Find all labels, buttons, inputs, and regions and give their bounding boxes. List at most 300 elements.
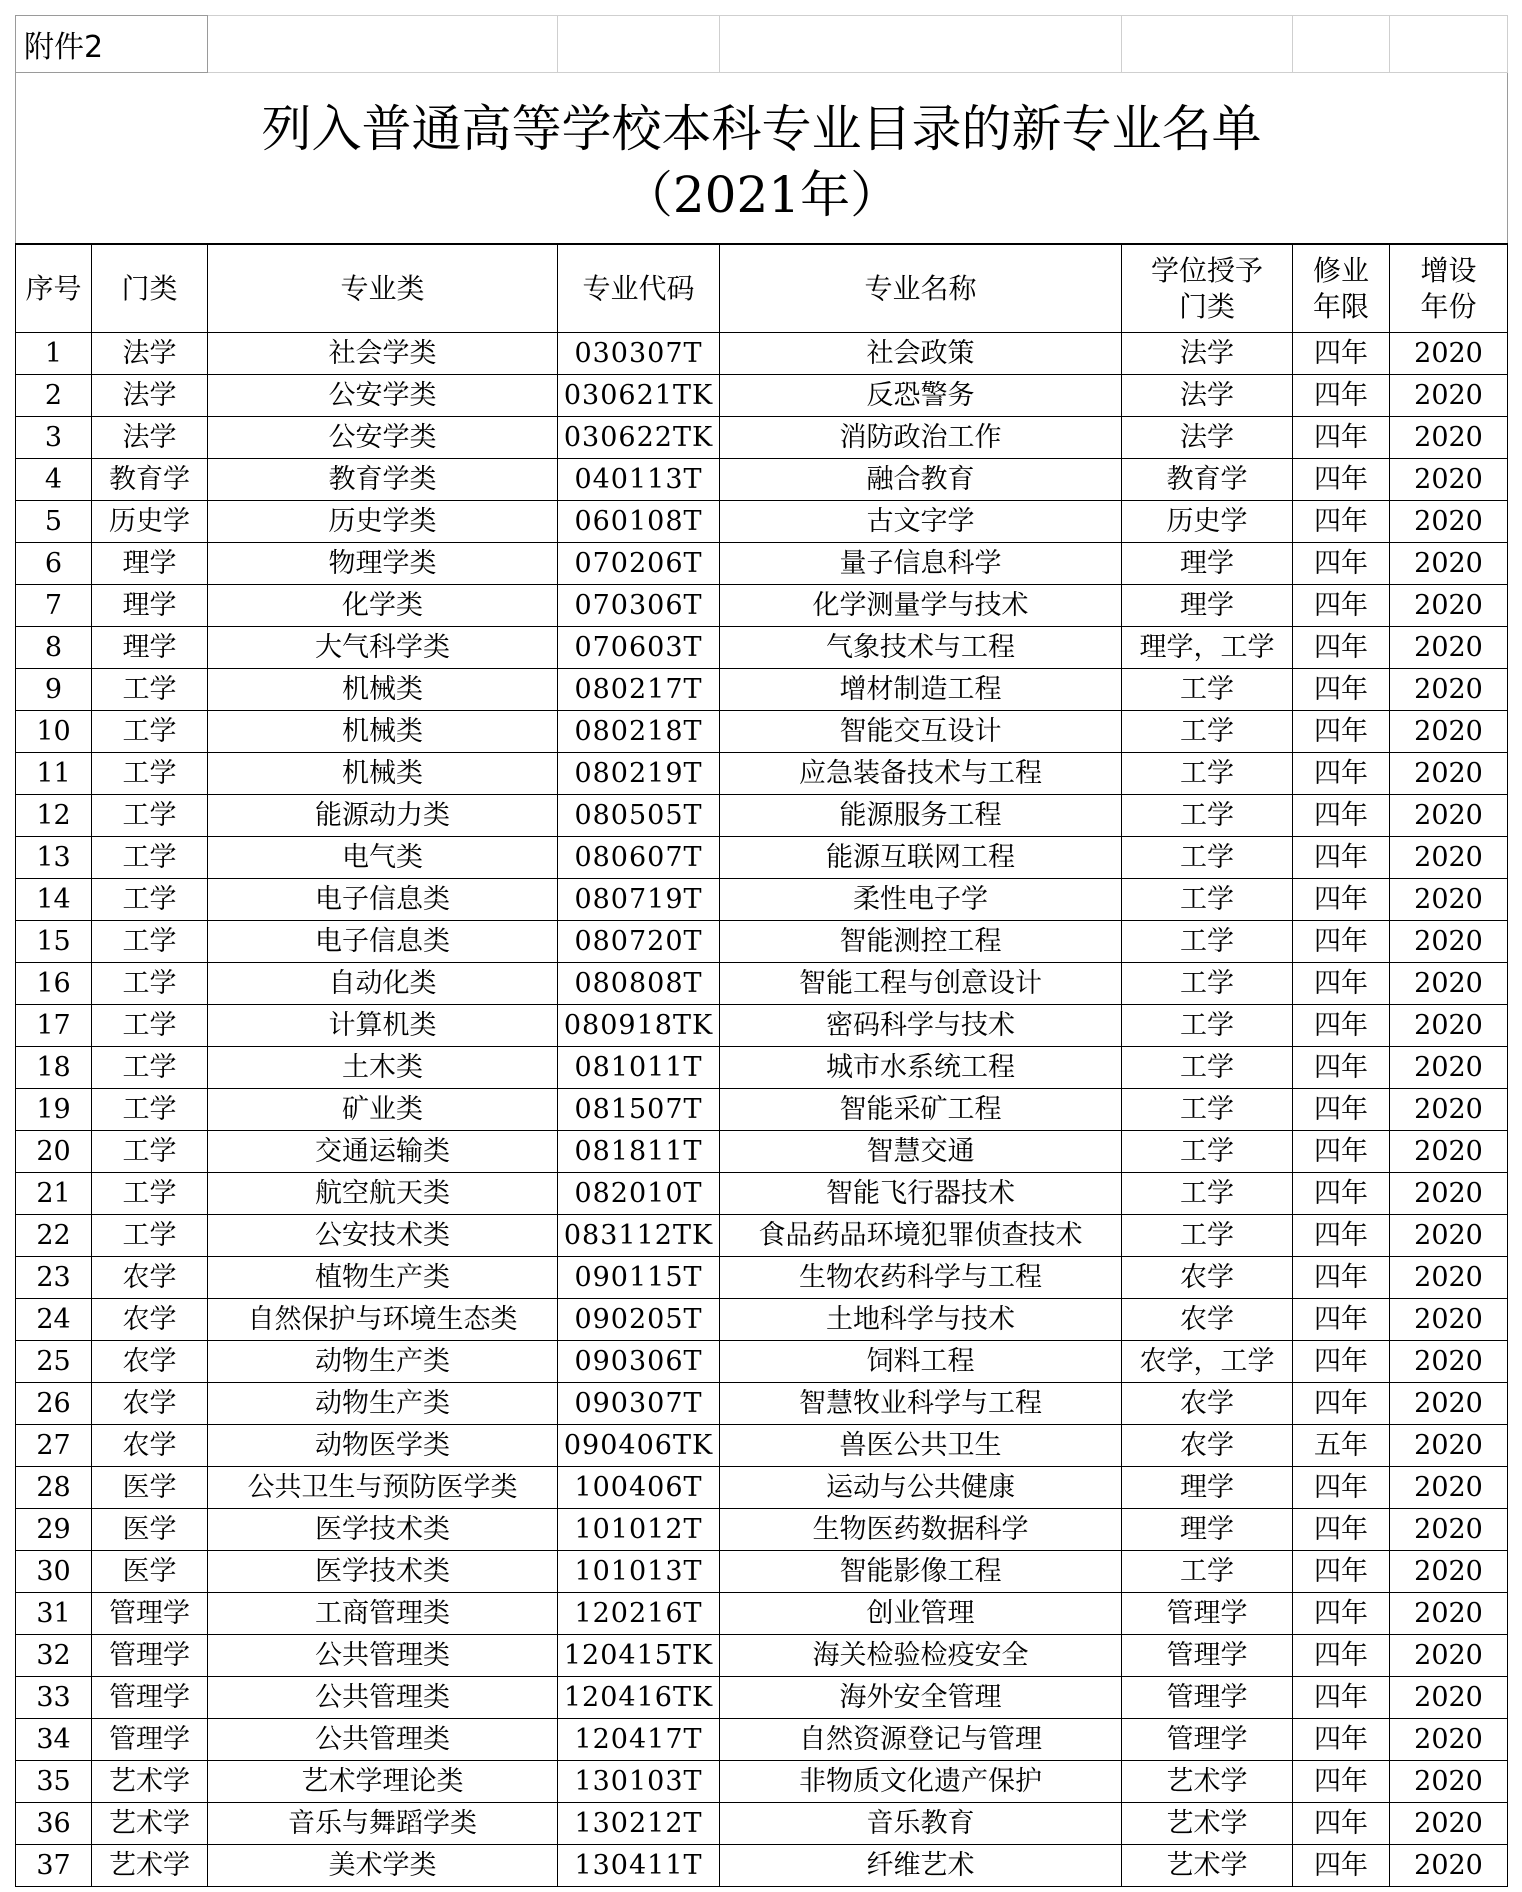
cell-category[interactable]: 法学	[92, 417, 208, 459]
cell-category[interactable]: 艺术学	[92, 1761, 208, 1803]
cell-seq[interactable]: 30	[16, 1551, 92, 1593]
cell-added[interactable]: 2020	[1390, 1677, 1508, 1719]
cell-code[interactable]: 081811T	[558, 1131, 720, 1173]
cell-major-class[interactable]: 机械类	[208, 753, 558, 795]
cell-years[interactable]: 四年	[1293, 543, 1390, 585]
cell-degree[interactable]: 理学	[1122, 1467, 1293, 1509]
cell-name[interactable]: 智慧牧业科学与工程	[720, 1383, 1122, 1425]
cell-category[interactable]: 工学	[92, 1089, 208, 1131]
cell-added[interactable]: 2020	[1390, 1593, 1508, 1635]
cell-major-class[interactable]: 美术学类	[208, 1845, 558, 1887]
header-category[interactable]: 门类	[92, 244, 208, 333]
cell-years[interactable]: 四年	[1293, 459, 1390, 501]
cell-major-class[interactable]: 植物生产类	[208, 1257, 558, 1299]
cell-code[interactable]: 080808T	[558, 963, 720, 1005]
cell-degree[interactable]: 农学	[1122, 1425, 1293, 1467]
cell-name[interactable]: 融合教育	[720, 459, 1122, 501]
cell-name[interactable]: 智慧交通	[720, 1131, 1122, 1173]
cell-degree[interactable]: 管理学	[1122, 1593, 1293, 1635]
cell-added[interactable]: 2020	[1390, 879, 1508, 921]
cell-degree[interactable]: 农学	[1122, 1257, 1293, 1299]
cell-degree[interactable]: 法学	[1122, 333, 1293, 375]
cell-degree[interactable]: 工学	[1122, 1005, 1293, 1047]
cell-major-class[interactable]: 历史学类	[208, 501, 558, 543]
cell-years[interactable]: 四年	[1293, 921, 1390, 963]
cell-years[interactable]: 五年	[1293, 1425, 1390, 1467]
cell-name[interactable]: 智能工程与创意设计	[720, 963, 1122, 1005]
cell-seq[interactable]: 12	[16, 795, 92, 837]
cell-years[interactable]: 四年	[1293, 1677, 1390, 1719]
cell-degree[interactable]: 理学，工学	[1122, 627, 1293, 669]
cell-name[interactable]: 自然资源登记与管理	[720, 1719, 1122, 1761]
cell-major-class[interactable]: 自动化类	[208, 963, 558, 1005]
cell-added[interactable]: 2020	[1390, 1047, 1508, 1089]
cell-seq[interactable]: 28	[16, 1467, 92, 1509]
cell-name[interactable]: 非物质文化遗产保护	[720, 1761, 1122, 1803]
cell-seq[interactable]: 37	[16, 1845, 92, 1887]
cell-code[interactable]: 070603T	[558, 627, 720, 669]
cell-category[interactable]: 理学	[92, 585, 208, 627]
cell-code[interactable]: 060108T	[558, 501, 720, 543]
cell-name[interactable]: 增材制造工程	[720, 669, 1122, 711]
cell-seq[interactable]: 4	[16, 459, 92, 501]
cell-name[interactable]: 气象技术与工程	[720, 627, 1122, 669]
cell-category[interactable]: 医学	[92, 1467, 208, 1509]
empty-cell[interactable]	[1122, 16, 1293, 73]
cell-degree[interactable]: 管理学	[1122, 1719, 1293, 1761]
cell-degree[interactable]: 管理学	[1122, 1635, 1293, 1677]
cell-category[interactable]: 农学	[92, 1341, 208, 1383]
cell-major-class[interactable]: 化学类	[208, 585, 558, 627]
cell-seq[interactable]: 6	[16, 543, 92, 585]
cell-added[interactable]: 2020	[1390, 459, 1508, 501]
cell-major-class[interactable]: 教育学类	[208, 459, 558, 501]
cell-years[interactable]: 四年	[1293, 1593, 1390, 1635]
cell-years[interactable]: 四年	[1293, 375, 1390, 417]
cell-added[interactable]: 2020	[1390, 1299, 1508, 1341]
cell-added[interactable]: 2020	[1390, 1215, 1508, 1257]
cell-seq[interactable]: 31	[16, 1593, 92, 1635]
cell-years[interactable]: 四年	[1293, 1383, 1390, 1425]
cell-name[interactable]: 密码科学与技术	[720, 1005, 1122, 1047]
cell-added[interactable]: 2020	[1390, 1383, 1508, 1425]
cell-major-class[interactable]: 交通运输类	[208, 1131, 558, 1173]
cell-code[interactable]: 090406TK	[558, 1425, 720, 1467]
cell-code[interactable]: 030307T	[558, 333, 720, 375]
cell-degree[interactable]: 农学，工学	[1122, 1341, 1293, 1383]
cell-name[interactable]: 应急装备技术与工程	[720, 753, 1122, 795]
empty-cell[interactable]	[720, 16, 1122, 73]
cell-seq[interactable]: 1	[16, 333, 92, 375]
cell-added[interactable]: 2020	[1390, 1635, 1508, 1677]
cell-code[interactable]: 082010T	[558, 1173, 720, 1215]
cell-seq[interactable]: 11	[16, 753, 92, 795]
cell-seq[interactable]: 17	[16, 1005, 92, 1047]
cell-seq[interactable]: 35	[16, 1761, 92, 1803]
cell-name[interactable]: 城市水系统工程	[720, 1047, 1122, 1089]
cell-seq[interactable]: 13	[16, 837, 92, 879]
cell-added[interactable]: 2020	[1390, 711, 1508, 753]
cell-seq[interactable]: 26	[16, 1383, 92, 1425]
header-degree[interactable]	[1122, 244, 1293, 333]
cell-years[interactable]: 四年	[1293, 1005, 1390, 1047]
cell-added[interactable]: 2020	[1390, 753, 1508, 795]
cell-seq[interactable]: 23	[16, 1257, 92, 1299]
cell-name[interactable]: 海关检验检疫安全	[720, 1635, 1122, 1677]
cell-degree[interactable]: 工学	[1122, 879, 1293, 921]
cell-years[interactable]: 四年	[1293, 1257, 1390, 1299]
cell-major-class[interactable]: 电子信息类	[208, 879, 558, 921]
cell-category[interactable]: 理学	[92, 627, 208, 669]
cell-name[interactable]: 古文字学	[720, 501, 1122, 543]
cell-degree[interactable]: 工学	[1122, 963, 1293, 1005]
cell-category[interactable]: 工学	[92, 1173, 208, 1215]
cell-category[interactable]: 管理学	[92, 1635, 208, 1677]
cell-name[interactable]: 化学测量学与技术	[720, 585, 1122, 627]
cell-years[interactable]: 四年	[1293, 1467, 1390, 1509]
cell-name[interactable]: 创业管理	[720, 1593, 1122, 1635]
cell-major-class[interactable]: 公共管理类	[208, 1677, 558, 1719]
cell-degree[interactable]: 法学	[1122, 375, 1293, 417]
cell-degree[interactable]: 工学	[1122, 1215, 1293, 1257]
cell-name[interactable]: 量子信息科学	[720, 543, 1122, 585]
cell-added[interactable]: 2020	[1390, 501, 1508, 543]
cell-major-class[interactable]: 计算机类	[208, 1005, 558, 1047]
cell-years[interactable]: 四年	[1293, 1215, 1390, 1257]
empty-cell[interactable]	[558, 16, 720, 73]
cell-major-class[interactable]: 动物医学类	[208, 1425, 558, 1467]
cell-code[interactable]: 030621TK	[558, 375, 720, 417]
cell-name[interactable]: 智能测控工程	[720, 921, 1122, 963]
cell-major-class[interactable]: 土木类	[208, 1047, 558, 1089]
cell-years[interactable]: 四年	[1293, 753, 1390, 795]
cell-seq[interactable]: 5	[16, 501, 92, 543]
cell-seq[interactable]: 9	[16, 669, 92, 711]
cell-years[interactable]: 四年	[1293, 417, 1390, 459]
cell-seq[interactable]: 33	[16, 1677, 92, 1719]
cell-name[interactable]: 反恐警务	[720, 375, 1122, 417]
cell-added[interactable]: 2020	[1390, 627, 1508, 669]
cell-years[interactable]: 四年	[1293, 1341, 1390, 1383]
cell-major-class[interactable]: 机械类	[208, 669, 558, 711]
cell-added[interactable]: 2020	[1390, 837, 1508, 879]
cell-years[interactable]: 四年	[1293, 1131, 1390, 1173]
cell-category[interactable]: 工学	[92, 1047, 208, 1089]
cell-seq[interactable]: 27	[16, 1425, 92, 1467]
cell-years[interactable]: 四年	[1293, 1551, 1390, 1593]
cell-added[interactable]: 2020	[1390, 1341, 1508, 1383]
cell-code[interactable]: 083112TK	[558, 1215, 720, 1257]
cell-degree[interactable]: 法学	[1122, 417, 1293, 459]
cell-degree[interactable]: 农学	[1122, 1383, 1293, 1425]
cell-added[interactable]: 2020	[1390, 669, 1508, 711]
cell-added[interactable]: 2020	[1390, 543, 1508, 585]
cell-years[interactable]: 四年	[1293, 1719, 1390, 1761]
cell-major-class[interactable]: 公安技术类	[208, 1215, 558, 1257]
cell-code[interactable]: 080918TK	[558, 1005, 720, 1047]
cell-degree[interactable]: 管理学	[1122, 1677, 1293, 1719]
cell-category[interactable]: 管理学	[92, 1593, 208, 1635]
cell-degree[interactable]: 历史学	[1122, 501, 1293, 543]
cell-years[interactable]: 四年	[1293, 711, 1390, 753]
cell-degree[interactable]: 工学	[1122, 669, 1293, 711]
cell-category[interactable]: 法学	[92, 333, 208, 375]
cell-category[interactable]: 工学	[92, 879, 208, 921]
cell-seq[interactable]: 19	[16, 1089, 92, 1131]
cell-major-class[interactable]: 航空航天类	[208, 1173, 558, 1215]
cell-added[interactable]: 2020	[1390, 1803, 1508, 1845]
cell-seq[interactable]: 34	[16, 1719, 92, 1761]
cell-category[interactable]: 工学	[92, 1131, 208, 1173]
cell-seq[interactable]: 16	[16, 963, 92, 1005]
cell-code[interactable]: 090115T	[558, 1257, 720, 1299]
cell-seq[interactable]: 24	[16, 1299, 92, 1341]
cell-code[interactable]: 080720T	[558, 921, 720, 963]
cell-name[interactable]: 生物医药数据科学	[720, 1509, 1122, 1551]
cell-seq[interactable]: 22	[16, 1215, 92, 1257]
cell-name[interactable]: 土地科学与技术	[720, 1299, 1122, 1341]
cell-seq[interactable]: 21	[16, 1173, 92, 1215]
cell-major-class[interactable]: 公共管理类	[208, 1635, 558, 1677]
cell-category[interactable]: 艺术学	[92, 1845, 208, 1887]
cell-name[interactable]: 智能影像工程	[720, 1551, 1122, 1593]
cell-major-class[interactable]: 艺术学理论类	[208, 1761, 558, 1803]
cell-added[interactable]: 2020	[1390, 1257, 1508, 1299]
cell-category[interactable]: 教育学	[92, 459, 208, 501]
cell-major-class[interactable]: 大气科学类	[208, 627, 558, 669]
cell-major-class[interactable]: 动物生产类	[208, 1383, 558, 1425]
cell-added[interactable]: 2020	[1390, 333, 1508, 375]
cell-code[interactable]: 070206T	[558, 543, 720, 585]
cell-degree[interactable]: 艺术学	[1122, 1761, 1293, 1803]
cell-seq[interactable]: 20	[16, 1131, 92, 1173]
cell-years[interactable]: 四年	[1293, 1047, 1390, 1089]
cell-degree[interactable]: 教育学	[1122, 459, 1293, 501]
cell-years[interactable]: 四年	[1293, 627, 1390, 669]
cell-seq[interactable]: 7	[16, 585, 92, 627]
cell-category[interactable]: 历史学	[92, 501, 208, 543]
cell-name[interactable]: 饲料工程	[720, 1341, 1122, 1383]
cell-code[interactable]: 090205T	[558, 1299, 720, 1341]
cell-years[interactable]: 四年	[1293, 501, 1390, 543]
cell-name[interactable]: 能源服务工程	[720, 795, 1122, 837]
cell-added[interactable]: 2020	[1390, 417, 1508, 459]
cell-major-class[interactable]: 物理学类	[208, 543, 558, 585]
header-years[interactable]	[1293, 244, 1390, 333]
cell-code[interactable]: 080607T	[558, 837, 720, 879]
cell-name[interactable]: 智能交互设计	[720, 711, 1122, 753]
cell-major-class[interactable]: 电气类	[208, 837, 558, 879]
cell-years[interactable]: 四年	[1293, 837, 1390, 879]
cell-added[interactable]: 2020	[1390, 1509, 1508, 1551]
cell-code[interactable]: 081507T	[558, 1089, 720, 1131]
cell-code[interactable]: 130411T	[558, 1845, 720, 1887]
cell-category[interactable]: 管理学	[92, 1719, 208, 1761]
cell-seq[interactable]: 32	[16, 1635, 92, 1677]
empty-cell[interactable]	[1390, 16, 1508, 73]
cell-category[interactable]: 工学	[92, 1005, 208, 1047]
cell-category[interactable]: 医学	[92, 1551, 208, 1593]
cell-code[interactable]: 040113T	[558, 459, 720, 501]
cell-name[interactable]: 纤维艺术	[720, 1845, 1122, 1887]
cell-major-class[interactable]: 音乐与舞蹈学类	[208, 1803, 558, 1845]
cell-degree[interactable]: 工学	[1122, 1173, 1293, 1215]
cell-degree[interactable]: 艺术学	[1122, 1803, 1293, 1845]
cell-category[interactable]: 管理学	[92, 1677, 208, 1719]
cell-years[interactable]: 四年	[1293, 333, 1390, 375]
cell-added[interactable]: 2020	[1390, 1005, 1508, 1047]
cell-code[interactable]: 130212T	[558, 1803, 720, 1845]
cell-category[interactable]: 工学	[92, 711, 208, 753]
cell-seq[interactable]: 25	[16, 1341, 92, 1383]
cell-years[interactable]: 四年	[1293, 963, 1390, 1005]
cell-code[interactable]: 030622TK	[558, 417, 720, 459]
cell-category[interactable]: 工学	[92, 753, 208, 795]
cell-name[interactable]: 运动与公共健康	[720, 1467, 1122, 1509]
cell-added[interactable]: 2020	[1390, 585, 1508, 627]
cell-years[interactable]: 四年	[1293, 795, 1390, 837]
cell-name[interactable]: 社会政策	[720, 333, 1122, 375]
cell-name[interactable]: 海外安全管理	[720, 1677, 1122, 1719]
cell-degree[interactable]: 工学	[1122, 1551, 1293, 1593]
cell-degree[interactable]: 农学	[1122, 1299, 1293, 1341]
cell-code[interactable]: 081011T	[558, 1047, 720, 1089]
cell-added[interactable]: 2020	[1390, 1551, 1508, 1593]
cell-seq[interactable]: 14	[16, 879, 92, 921]
cell-name[interactable]: 食品药品环境犯罪侦查技术	[720, 1215, 1122, 1257]
cell-category[interactable]: 工学	[92, 669, 208, 711]
cell-seq[interactable]: 10	[16, 711, 92, 753]
cell-category[interactable]: 工学	[92, 837, 208, 879]
cell-years[interactable]: 四年	[1293, 1299, 1390, 1341]
cell-seq[interactable]: 8	[16, 627, 92, 669]
cell-name[interactable]: 智能飞行器技术	[720, 1173, 1122, 1215]
cell-category[interactable]: 理学	[92, 543, 208, 585]
cell-code[interactable]: 130103T	[558, 1761, 720, 1803]
cell-code[interactable]: 090306T	[558, 1341, 720, 1383]
cell-years[interactable]: 四年	[1293, 1845, 1390, 1887]
cell-degree[interactable]: 工学	[1122, 711, 1293, 753]
cell-seq[interactable]: 36	[16, 1803, 92, 1845]
cell-major-class[interactable]: 医学技术类	[208, 1551, 558, 1593]
cell-code[interactable]: 070306T	[558, 585, 720, 627]
cell-added[interactable]: 2020	[1390, 963, 1508, 1005]
cell-major-class[interactable]: 矿业类	[208, 1089, 558, 1131]
cell-major-class[interactable]: 社会学类	[208, 333, 558, 375]
cell-code[interactable]: 120416TK	[558, 1677, 720, 1719]
cell-added[interactable]: 2020	[1390, 1761, 1508, 1803]
cell-major-class[interactable]: 自然保护与环境生态类	[208, 1299, 558, 1341]
cell-category[interactable]: 工学	[92, 921, 208, 963]
empty-cell[interactable]	[1293, 16, 1390, 73]
cell-major-class[interactable]: 动物生产类	[208, 1341, 558, 1383]
document-title[interactable]	[16, 73, 1508, 245]
cell-degree[interactable]: 工学	[1122, 1089, 1293, 1131]
empty-cell[interactable]	[208, 16, 558, 73]
cell-category[interactable]: 农学	[92, 1383, 208, 1425]
cell-added[interactable]: 2020	[1390, 1719, 1508, 1761]
cell-name[interactable]: 消防政治工作	[720, 417, 1122, 459]
cell-code[interactable]: 120216T	[558, 1593, 720, 1635]
cell-major-class[interactable]: 公共管理类	[208, 1719, 558, 1761]
cell-degree[interactable]: 理学	[1122, 585, 1293, 627]
cell-name[interactable]: 柔性电子学	[720, 879, 1122, 921]
cell-degree[interactable]: 艺术学	[1122, 1845, 1293, 1887]
cell-code[interactable]: 101012T	[558, 1509, 720, 1551]
cell-major-class[interactable]: 公共卫生与预防医学类	[208, 1467, 558, 1509]
cell-degree[interactable]: 工学	[1122, 921, 1293, 963]
cell-category[interactable]: 法学	[92, 375, 208, 417]
cell-major-class[interactable]: 公安学类	[208, 417, 558, 459]
cell-added[interactable]: 2020	[1390, 921, 1508, 963]
cell-seq[interactable]: 2	[16, 375, 92, 417]
cell-seq[interactable]: 15	[16, 921, 92, 963]
header-code[interactable]: 专业代码	[558, 244, 720, 333]
cell-added[interactable]: 2020	[1390, 1467, 1508, 1509]
cell-years[interactable]: 四年	[1293, 879, 1390, 921]
cell-name[interactable]: 智能采矿工程	[720, 1089, 1122, 1131]
cell-years[interactable]: 四年	[1293, 1089, 1390, 1131]
header-added[interactable]	[1390, 244, 1508, 333]
header-name[interactable]: 专业名称	[720, 244, 1122, 333]
cell-years[interactable]: 四年	[1293, 1635, 1390, 1677]
cell-added[interactable]: 2020	[1390, 1425, 1508, 1467]
cell-major-class[interactable]: 医学技术类	[208, 1509, 558, 1551]
cell-added[interactable]: 2020	[1390, 1131, 1508, 1173]
cell-degree[interactable]: 工学	[1122, 837, 1293, 879]
cell-added[interactable]: 2020	[1390, 1089, 1508, 1131]
cell-added[interactable]: 2020	[1390, 375, 1508, 417]
cell-major-class[interactable]: 工商管理类	[208, 1593, 558, 1635]
cell-code[interactable]: 080219T	[558, 753, 720, 795]
cell-years[interactable]: 四年	[1293, 669, 1390, 711]
cell-code[interactable]: 090307T	[558, 1383, 720, 1425]
cell-added[interactable]: 2020	[1390, 1173, 1508, 1215]
cell-category[interactable]: 医学	[92, 1509, 208, 1551]
cell-code[interactable]: 080217T	[558, 669, 720, 711]
cell-degree[interactable]: 理学	[1122, 1509, 1293, 1551]
cell-degree[interactable]: 理学	[1122, 543, 1293, 585]
cell-category[interactable]: 工学	[92, 795, 208, 837]
cell-name[interactable]: 兽医公共卫生	[720, 1425, 1122, 1467]
cell-degree[interactable]: 工学	[1122, 753, 1293, 795]
cell-added[interactable]: 2020	[1390, 1845, 1508, 1887]
cell-major-class[interactable]: 公安学类	[208, 375, 558, 417]
cell-years[interactable]: 四年	[1293, 1509, 1390, 1551]
cell-category[interactable]: 农学	[92, 1425, 208, 1467]
cell-name[interactable]: 生物农药科学与工程	[720, 1257, 1122, 1299]
cell-major-class[interactable]: 能源动力类	[208, 795, 558, 837]
cell-category[interactable]: 农学	[92, 1299, 208, 1341]
cell-years[interactable]: 四年	[1293, 1173, 1390, 1215]
cell-category[interactable]: 工学	[92, 1215, 208, 1257]
cell-name[interactable]: 能源互联网工程	[720, 837, 1122, 879]
cell-code[interactable]: 100406T	[558, 1467, 720, 1509]
cell-name[interactable]: 音乐教育	[720, 1803, 1122, 1845]
cell-years[interactable]: 四年	[1293, 585, 1390, 627]
cell-code[interactable]: 080218T	[558, 711, 720, 753]
header-seq[interactable]: 序号	[16, 244, 92, 333]
attachment-label[interactable]: 附件2	[16, 16, 208, 73]
cell-category[interactable]: 艺术学	[92, 1803, 208, 1845]
cell-code[interactable]: 120415TK	[558, 1635, 720, 1677]
cell-degree[interactable]: 工学	[1122, 1131, 1293, 1173]
cell-category[interactable]: 工学	[92, 963, 208, 1005]
cell-code[interactable]: 101013T	[558, 1551, 720, 1593]
cell-years[interactable]: 四年	[1293, 1761, 1390, 1803]
cell-degree[interactable]: 工学	[1122, 1047, 1293, 1089]
cell-major-class[interactable]: 电子信息类	[208, 921, 558, 963]
